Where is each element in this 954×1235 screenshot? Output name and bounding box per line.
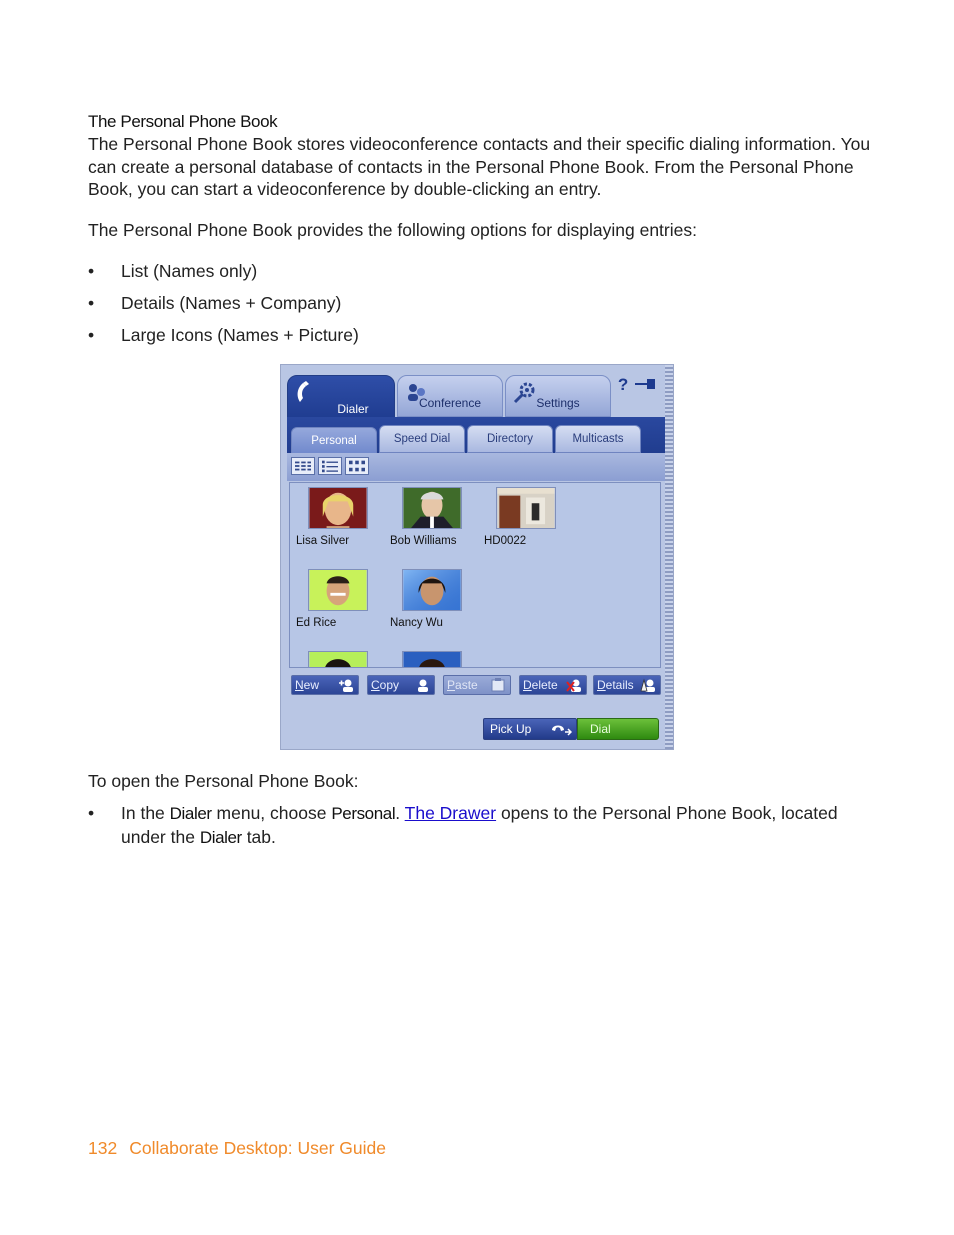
list-view-button[interactable] <box>291 457 315 475</box>
contact-actions <box>291 675 661 697</box>
sub-tab-bar <box>291 425 661 453</box>
list-item[interactable]: HD0022 <box>478 485 568 565</box>
bullet-icon: • <box>88 293 95 313</box>
options-intro-paragraph: The Personal Phone Book provides the following options for displaying entries: <box>88 220 697 240</box>
page-footer <box>88 1138 386 1159</box>
tab-settings[interactable]: Settings <box>505 375 611 417</box>
tab-dialer[interactable]: Dialer <box>287 375 395 423</box>
bullet-icon: • <box>88 803 95 823</box>
details-button[interactable]: Details <box>593 675 661 695</box>
tab-directory[interactable]: Directory <box>467 425 553 453</box>
contact-photo <box>402 569 462 611</box>
phone-book-screenshot <box>280 364 674 750</box>
paste-button[interactable]: Paste <box>443 675 511 695</box>
list-item[interactable]: Nancy Wu <box>384 567 474 647</box>
ui-term-dialer: Dialer <box>169 804 212 823</box>
dial-button[interactable]: Dial <box>577 718 659 740</box>
help-icon[interactable]: ? <box>617 375 629 394</box>
contact-photo <box>402 651 462 668</box>
contact-photo <box>308 569 368 611</box>
list-item[interactable] <box>290 649 380 668</box>
list-item[interactable]: Bob Williams <box>384 485 474 565</box>
tab-speed-dial[interactable]: Speed Dial <box>379 425 465 453</box>
large-icons-view-button[interactable] <box>345 457 369 475</box>
contact-list[interactable] <box>289 482 661 668</box>
display-options-list <box>88 260 359 356</box>
contact-photo <box>308 651 368 668</box>
tab-multicasts[interactable]: Multicasts <box>555 425 641 453</box>
intro-paragraph: The Personal Phone Book stores videoconference contacts and their specific dialing information. You can create a personal database of contacts in the Personal Phone Book. From the Personal Phone Book, you can start a videoconference by double-clicking an entry. <box>88 134 871 199</box>
section-heading: The Personal Phone Book <box>88 112 278 131</box>
contact-photo <box>496 487 556 529</box>
open-instructions-intro: To open the Personal Phone Book: <box>88 771 359 791</box>
contact-photo <box>308 487 368 529</box>
view-toolbar <box>287 453 665 481</box>
delete-button[interactable]: Delete <box>519 675 587 695</box>
ui-term-personal: Personal <box>331 804 396 823</box>
list-item: • Large Icons (Names + Picture) <box>88 325 359 345</box>
new-button[interactable]: New <box>291 675 359 695</box>
window-edge <box>665 365 673 749</box>
tab-conference[interactable]: Conference <box>397 375 503 417</box>
large-icons-view-icon <box>346 458 368 474</box>
pick-up-button[interactable]: Pick Up <box>483 718 577 740</box>
list-item: • List (Names only) <box>88 261 258 281</box>
delete-contact-icon <box>566 678 582 692</box>
list-item[interactable]: Ed Rice <box>290 567 380 647</box>
call-controls <box>483 718 659 740</box>
page-number: 132 <box>88 1138 118 1158</box>
copy-button[interactable]: Copy <box>367 675 435 695</box>
guide-title: Collaborate Desktop: User Guide <box>129 1138 386 1158</box>
pick-up-phone-icon <box>550 722 572 736</box>
contact-photo <box>402 487 462 529</box>
the-drawer-link[interactable]: The Drawer <box>404 803 497 823</box>
main-tab-bar <box>287 375 665 419</box>
window-controls <box>618 375 659 395</box>
pin-icon[interactable] <box>633 376 659 392</box>
open-steps-list <box>88 802 868 849</box>
list-item: • Details (Names + Company) <box>88 293 342 313</box>
tab-personal[interactable]: Personal <box>291 427 377 457</box>
list-view-icon <box>292 458 314 474</box>
bullet-icon: • <box>88 325 95 345</box>
paste-icon <box>490 678 506 692</box>
list-item: • In the Dialer menu, choose Personal. The Drawer opens to the Personal Phone Book, located under the Dialer tab. <box>88 803 838 847</box>
details-view-button[interactable] <box>318 457 342 475</box>
list-item[interactable]: Lisa Silver <box>290 485 380 565</box>
copy-contact-icon <box>414 678 430 692</box>
new-contact-icon <box>338 678 354 692</box>
ui-term-dialer-tab: Dialer <box>199 827 242 847</box>
details-view-icon <box>319 458 341 474</box>
list-item[interactable] <box>384 649 474 668</box>
bullet-icon: • <box>88 261 95 281</box>
contact-details-icon <box>640 678 656 692</box>
